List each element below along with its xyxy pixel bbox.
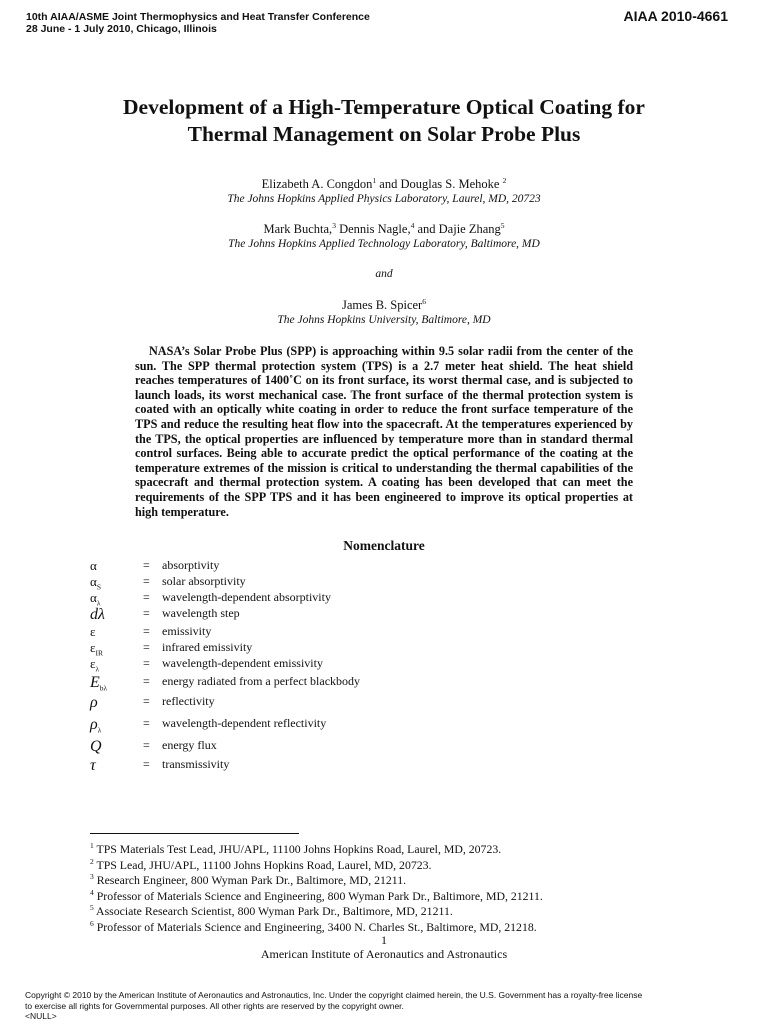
nomenclature-definition: wavelength-dependent absorptivity	[162, 590, 331, 604]
footnote-number: 2	[90, 856, 94, 866]
author-footnote-mark: 3	[332, 221, 336, 230]
nomenclature-definition: absorptivity	[162, 558, 220, 572]
nomenclature-heading: Nomenclature	[343, 538, 425, 553]
footnote	[90, 886, 543, 903]
footnote-text: Professor of Materials Science and Engineering, 3400 N. Charles St., Baltimore, MD, 21218.	[93, 919, 537, 934]
footnote-number: 4	[90, 887, 94, 897]
nomenclature-equals: =	[143, 656, 150, 670]
author-joiner: and	[414, 222, 439, 237]
author-name: Elizabeth A. Congdon	[261, 177, 373, 192]
footnote-text: TPS Materials Test Lead, JHU/APL, 11100 Johns Hopkins Road, Laurel, MD, 20723.	[93, 841, 502, 856]
author-footnote-mark: 5	[500, 221, 505, 230]
nomenclature-symbol: ε	[90, 624, 96, 639]
author-name: Dajie Zhang	[438, 222, 501, 237]
nomenclature-equals: =	[143, 574, 150, 588]
footnote-number: 6	[90, 918, 94, 928]
nomenclature-equals: =	[143, 674, 150, 688]
footnote-number: 1	[90, 841, 94, 850]
nomenclature-equals: =	[143, 694, 150, 708]
page-number: 1	[381, 933, 387, 947]
nomenclature-symbol: $E_{b\lambda}$	[90, 674, 108, 693]
paper-id: AIAA 2010-4661	[623, 8, 728, 24]
title-line-2: Thermal Management on Solar Probe Plus	[187, 122, 581, 146]
nomenclature-symbol: $\varepsilon_{IR}$	[90, 640, 103, 658]
nomenclature-definition: transmissivity	[162, 757, 230, 771]
author-name: Dennis Nagle,	[335, 222, 411, 237]
footnote-text: TPS Lead, JHU/APL, 11100 Johns Hopkins Road, Laurel, MD, 20723.	[93, 857, 432, 872]
nomenclature-symbol: α	[90, 558, 97, 573]
nomenclature-equals: =	[143, 624, 150, 638]
author-joiner: and	[376, 177, 401, 192]
affiliation-3: The Johns Hopkins University, Baltimore, MD	[277, 314, 491, 326]
author-line-2	[0, 221, 768, 237]
footnote	[90, 901, 453, 918]
footnote-number: 5	[90, 903, 94, 912]
author-footnote-mark: 2	[502, 176, 507, 185]
affiliation-1: The Johns Hopkins Applied Physics Laboratory, Laurel, MD, 20723	[227, 193, 541, 205]
conference-date-location: 28 June - 1 July 2010, Chicago, Illinois	[26, 23, 217, 35]
footnote-divider	[90, 833, 299, 834]
footnote	[90, 870, 406, 887]
nomenclature-equals: =	[143, 757, 150, 771]
author-line-3	[0, 297, 768, 313]
author-line-1	[0, 176, 768, 192]
copyright-line: Copyright © 2010 by the American Institute of Aeronautics and Astronautics, Inc. Under the copyright claimed herein, the U.S. Government has a royalty-free license	[25, 990, 643, 1000]
nomenclature-symbol: $\varepsilon_\lambda$	[90, 656, 100, 674]
author-name: James B. Spicer	[342, 298, 423, 313]
nomenclature-definition: solar absorptivity	[162, 574, 246, 588]
nomenclature-symbol: $\alpha_\lambda$	[90, 590, 101, 608]
nomenclature-symbol: Q	[90, 738, 102, 755]
footnote	[90, 839, 501, 856]
author-footnote-mark: 4	[410, 221, 415, 230]
nomenclature-symbol: τ	[90, 757, 96, 774]
footnote-text: Associate Research Scientist, 800 Wyman Park Dr., Baltimore, MD, 21211.	[93, 903, 453, 918]
nomenclature-definition: emissivity	[162, 624, 212, 638]
author-footnote-mark: 6	[422, 297, 426, 306]
nomenclature-equals: =	[143, 716, 150, 730]
author-footnote-mark: 1	[372, 176, 377, 185]
nomenclature-symbol: ρ	[90, 694, 98, 711]
nomenclature-definition: wavelength step	[162, 606, 240, 620]
copyright-line: <NULL>	[25, 1011, 57, 1021]
paper-title	[0, 94, 768, 148]
footnote-text: Professor of Materials Science and Engineering, 800 Wyman Park Dr., Baltimore, MD, 21211.	[93, 888, 543, 903]
nomenclature-definition: infrared emissivity	[162, 640, 253, 654]
nomenclature-equals: =	[143, 606, 150, 620]
nomenclature-equals: =	[143, 640, 150, 654]
author-name: Douglas S. Mehoke	[400, 177, 500, 192]
conference-header	[26, 11, 370, 35]
nomenclature-definition: reflectivity	[162, 694, 215, 708]
copyright-line: to exercise all rights for Governmental purposes. All other rights are reserved by the copyright owner.	[25, 1000, 404, 1011]
title-line-1: Development of a High-Temperature Optical Coating for	[123, 95, 645, 119]
publisher-name: American Institute of Aeronautics and Astronautics	[260, 947, 508, 961]
nomenclature-equals: =	[143, 738, 150, 752]
footnote-text: Research Engineer, 800 Wyman Park Dr., Baltimore, MD, 21211.	[93, 872, 407, 887]
nomenclature-symbol: dλ	[90, 606, 105, 623]
nomenclature-definition: energy flux	[162, 738, 217, 752]
footnote-number: 3	[90, 872, 94, 881]
nomenclature-symbol: $\rho_\lambda$	[90, 716, 102, 735]
nomenclature-definition: energy radiated from a perfect blackbody	[162, 674, 361, 688]
nomenclature-equals: =	[143, 558, 150, 572]
abstract: NASA’s Solar Probe Plus (SPP) is approaching within 9.5 solar radii from the center of the sun. The SPP thermal protection system (TPS) is a 2.7 meter heat shield. The heat shield reaches temperatures of 1400˚C on its front surface, its worst thermal case, and is subjected to launch loads, its worst mechanical case. The front surface of the thermal protection system is coated with an optically white coating in order to reduce the front surface temperature of the TPS and reduce the resulting heat flow into the spacecraft. At the temperatures experienced by the TPS, the optical properties are influenced by temperature more than in standard thermal control surfaces. Being able to accurate predict the optical performance of the coating at the temperature extremes of the mission is critical to understanding the thermal capabilities of the spacecraft and thermal protection system. A coating has been developed that can meet the requirements of the SPP TPS and it has been engineered to improve its optical properties at high temperature.	[135, 344, 633, 519]
nomenclature-symbol: $\alpha_S$	[90, 574, 101, 592]
footnote	[90, 855, 431, 872]
nomenclature-equals: =	[143, 590, 150, 604]
nomenclature-definition: wavelength-dependent emissivity	[162, 656, 323, 670]
author-name: Mark Buchta,	[263, 222, 333, 237]
and-separator: and	[375, 268, 393, 280]
nomenclature-definition: wavelength-dependent reflectivity	[162, 716, 327, 730]
affiliation-2: The Johns Hopkins Applied Technology Laboratory, Baltimore, MD	[228, 238, 540, 250]
footnote	[90, 917, 537, 934]
copyright-notice	[25, 990, 745, 1022]
conference-name: 10th AIAA/ASME Joint Thermophysics and Heat Transfer Conference	[26, 11, 370, 23]
